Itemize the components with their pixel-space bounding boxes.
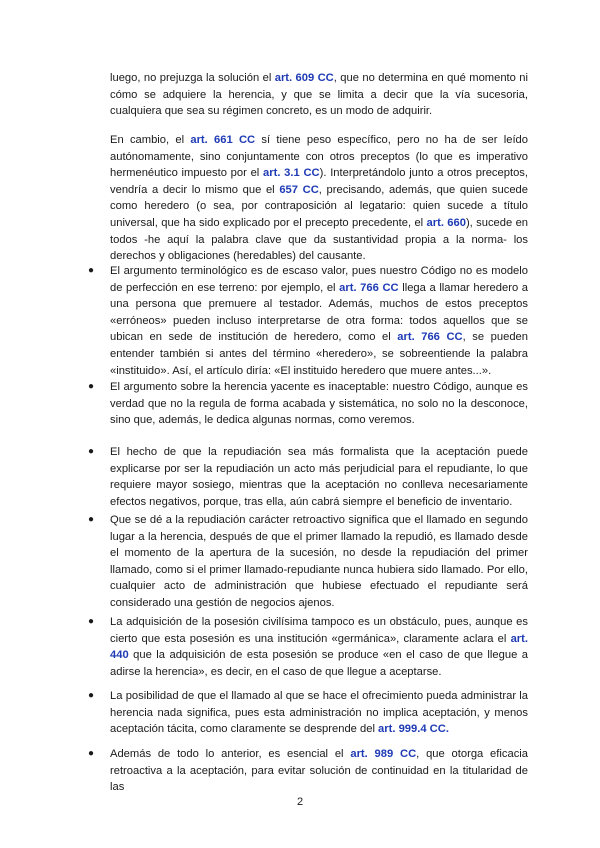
article-link[interactable]: 657 CC <box>279 183 319 196</box>
bullet-item-repudiacion-retroactiva <box>88 512 528 612</box>
bullet-item-posesion-civilisima <box>88 614 528 680</box>
paragraph-text: En cambio, el <box>110 134 191 146</box>
page-number: 2 <box>296 796 304 808</box>
paragraph-text: que la adquisición de esta posesión se produce «en el caso de que llegue a adirse la herencia», es decir, en el caso de que llegue a aceptarse. <box>110 649 528 678</box>
paragraph-text: La posibilidad de que el llamado al que se hace el ofrecimiento pueda administrar la herencia nada significa, pues esta administración no implica aceptación, y menos aceptación tácita, como claramente se desprende del <box>110 690 528 736</box>
paragraph-text: ). Interpretándolo junto a otros preceptos, vendría a decir lo mismo que el <box>110 167 528 196</box>
article-link[interactable]: art. 989 CC <box>350 748 417 760</box>
paragraph-text: , precisando, además, que quien sucede como heredero (o sea, por contraposición al legatario: quien sucede a título universal, que ha sido explicado por el precepto precedente, el <box>110 183 528 229</box>
bullet-item-repudiacion-formalista <box>88 444 528 510</box>
bullet-icon: ● <box>88 381 95 392</box>
paragraph-text: luego, no prejuzga la solución el <box>110 72 275 84</box>
bullet-item-administracion <box>88 688 528 738</box>
paragraph-2 <box>110 132 528 265</box>
bullet-item-herencia-yacente <box>88 379 528 429</box>
article-link[interactable]: art. 660 <box>426 216 466 229</box>
bullet-icon: ● <box>88 748 95 759</box>
article-link[interactable]: art. 999.4 CC. <box>378 723 449 736</box>
bullet-item-terminologico <box>88 263 528 379</box>
article-link[interactable]: art. 766 CC <box>339 281 399 294</box>
paragraph-text: ), sucede en todos -he aquí la palabra clave que da sustantividad propia a la norma- los derechos y obligaciones (heredables) del causante. <box>110 216 529 263</box>
paragraph-text: , que no determina en qué momento ni cómo se adquiere la herencia, y que se limita a decir que la vía sucesoria, cualquiera que sea su régimen concreto, es un modo de adquirir. <box>110 72 528 118</box>
paragraph-1 <box>110 70 528 120</box>
bullet-icon: ● <box>88 446 95 457</box>
paragraph-text: El hecho de que la repudiación sea más formalista que la aceptación puede explicarse por ser la repudiación un acto más perjudicial para el repudiante, lo que requiere mayor sosiego, mientras que la aceptación no conlleva necesariamente efectos negativos, porque, tras ella, aún cabrá siempre el beneficio de inventario. <box>110 446 528 508</box>
paragraph-text: llega a llamar heredero a una persona que premuere al testador. Además, muchos de estos preceptos «erróneos» pueden incluso interpretarse de otra forma: todos aquellos que se ubican en sede de institución de heredero, como el <box>110 281 528 344</box>
paragraph-text: El argumento terminológico es de escaso valor, pues nuestro Código no es modelo de perfección en ese terreno: por ejemplo, el <box>110 265 528 294</box>
article-link[interactable]: art. 609 CC <box>274 72 334 84</box>
bullet-icon: ● <box>88 690 95 701</box>
paragraph-text: Que se dé a la repudiación carácter retroactivo significa que el llamado en segundo lugar a la herencia, después de que el primer llamado la repudió, es llamado desde el momento de la apertura de la sucesión, no desde la repudiación del primer llamado, como si el primer llamado-repudiante nunca hubiera sido llamado. Por ello, cualquier acto de administración que hubiese efectuado el repudiante será considerado una gestión de negocios ajenos. <box>110 514 528 609</box>
paragraph-text: La adquisición de la posesión civilísima tampoco es un obstáculo, pues, aunque es cierto que esta posesión es una institución «germánica», claramente aclara el <box>110 616 528 645</box>
paragraph-text: El argumento sobre la herencia yacente es inaceptable: nuestro Código, aunque es verdad que no la regula de forma acabada y sistemática, no solo no la desconoce, sino que, además, le dedica algunas normas, como veremos. <box>110 381 528 427</box>
bullet-icon: ● <box>88 514 95 525</box>
bullet-item-art-989 <box>88 746 528 796</box>
paragraph-text: sí tiene peso específico, pero no ha de ser leído autónomamente, sino conjuntamente con otros preceptos (lo que es imperativo hermenéutico impuesto por el <box>110 134 528 180</box>
bullet-icon: ● <box>88 265 95 276</box>
article-link[interactable]: art. 3.1 CC <box>263 167 320 180</box>
paragraph-text: Además de todo lo anterior, es esencial el <box>110 748 351 760</box>
article-link[interactable]: art. 766 CC <box>397 331 463 344</box>
article-link[interactable]: art. 661 CC <box>190 134 256 146</box>
bullet-icon: ● <box>88 616 95 627</box>
paragraph-text: , que otorga eficacia retroactiva a la aceptación, para evitar solución de continuidad en la titularidad de las <box>110 748 528 794</box>
article-link[interactable]: art. 440 <box>110 632 528 662</box>
paragraph-text: , se pueden entender también si antes del término «heredero», se sobreentiende la palabra «instituido». Así, el artículo diría: «El instituido heredero que muere antes...». <box>110 331 528 377</box>
